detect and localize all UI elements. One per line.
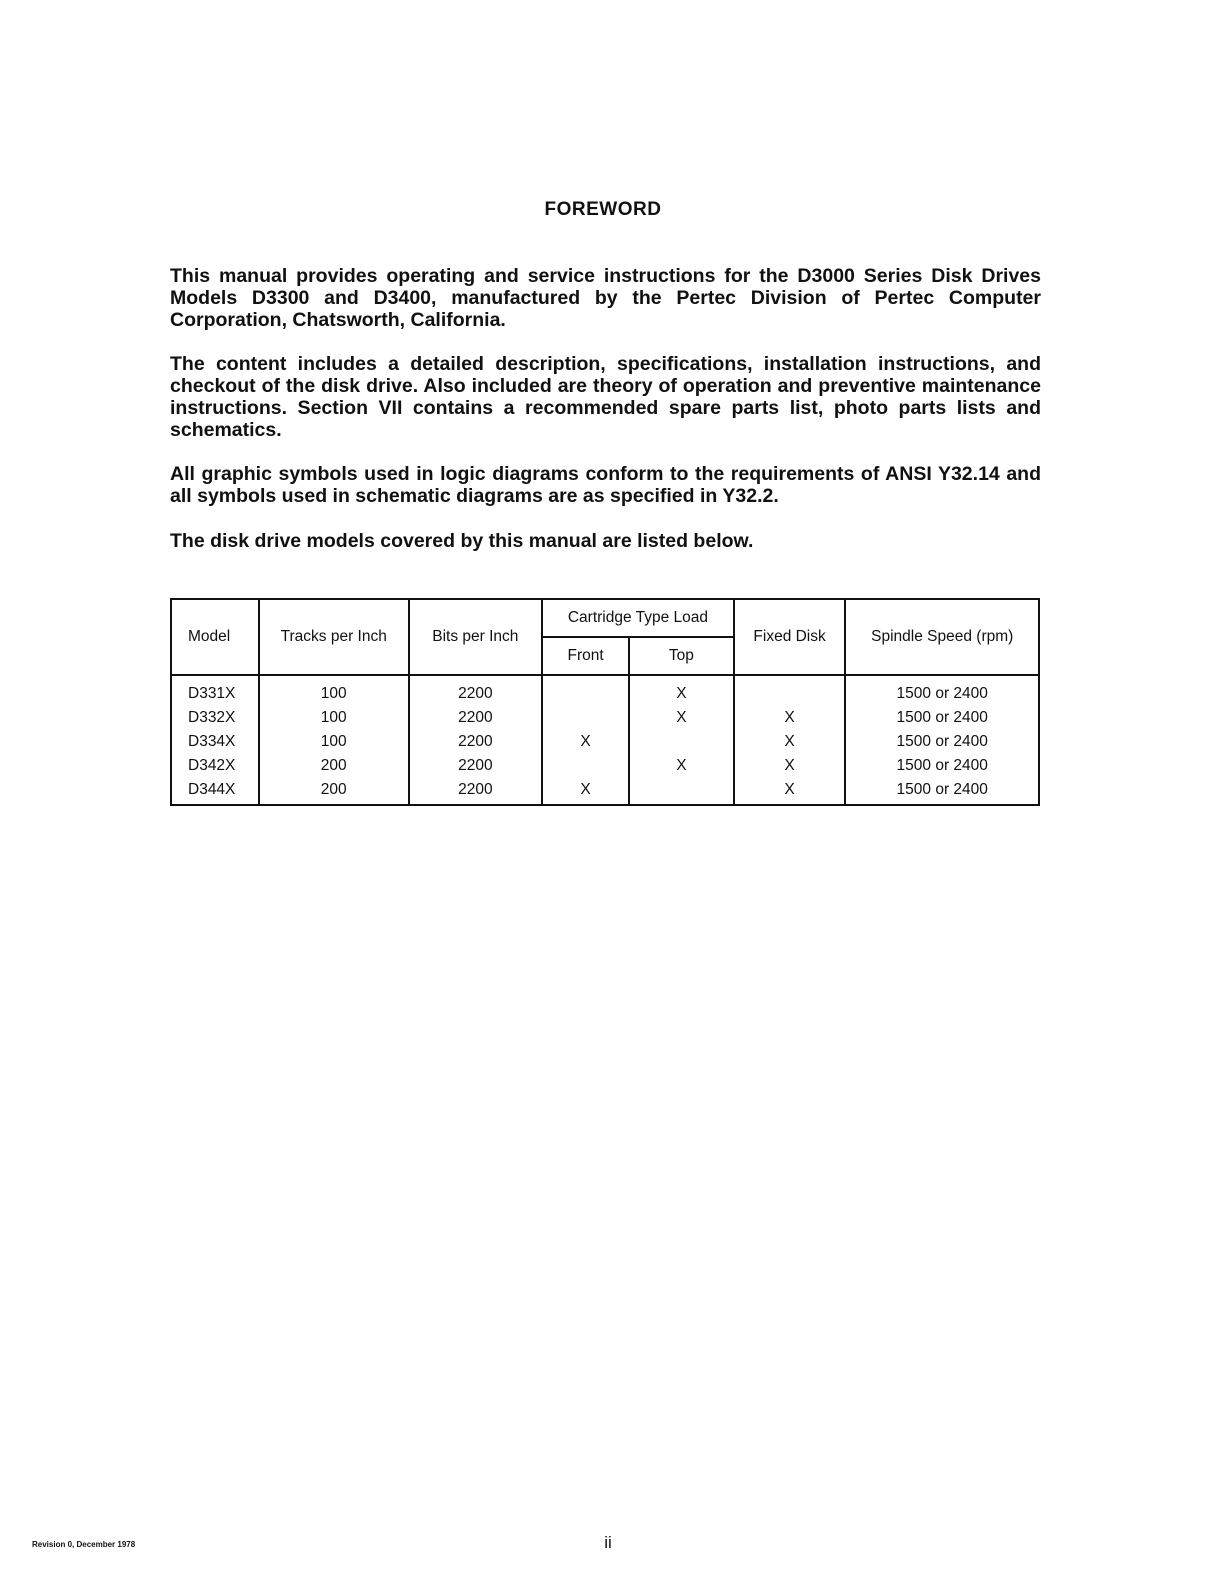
- header-fixed-disk: Fixed Disk: [734, 599, 846, 675]
- cell-tpi: 100: [259, 730, 409, 754]
- cell-spindle: 1500 or 2400: [845, 778, 1039, 805]
- cell-fixed: X: [734, 730, 846, 754]
- cell-top: X: [629, 675, 734, 706]
- header-top: Top: [629, 637, 734, 675]
- table-row: [171, 730, 1039, 754]
- intro-paragraph: This manual provides operating and service instructions for the D3000 Series Disk Drives Models D3300 and D3400, manufactured by the Pertec Division of Pertec Computer Corporation, Chatsworth, California.: [170, 265, 1041, 331]
- table-row: [171, 706, 1039, 730]
- cell-front: [542, 706, 629, 730]
- cell-top: X: [629, 706, 734, 730]
- cell-model: D334X: [171, 730, 259, 754]
- cell-fixed: X: [734, 778, 846, 805]
- table-row: [171, 778, 1039, 805]
- cell-fixed: [734, 675, 846, 706]
- cell-bpi: 2200: [409, 754, 543, 778]
- table-row: [171, 754, 1039, 778]
- header-front: Front: [542, 637, 629, 675]
- content-paragraph: The content includes a detailed description, specifications, installation instructions, and checkout of the disk drive. Also included are theory of operation and preventive maintenance instructions. Section VII contains a recommended spare parts list, photo parts lists and schematics.: [170, 353, 1041, 441]
- cell-model: D331X: [171, 675, 259, 706]
- cell-front: X: [542, 730, 629, 754]
- models-intro-paragraph: The disk drive models covered by this manual are listed below.: [170, 530, 754, 552]
- cell-tpi: 100: [259, 706, 409, 730]
- cell-front: [542, 675, 629, 706]
- cell-bpi: 2200: [409, 675, 543, 706]
- page-title: FOREWORD: [544, 199, 662, 220]
- cell-top: X: [629, 754, 734, 778]
- cell-fixed: X: [734, 706, 846, 730]
- cell-model: D344X: [171, 778, 259, 805]
- cell-spindle: 1500 or 2400: [845, 706, 1039, 730]
- header-spindle-speed: Spindle Speed (rpm): [845, 599, 1039, 675]
- cell-spindle: 1500 or 2400: [845, 730, 1039, 754]
- models-table: [170, 598, 1040, 806]
- cell-front: X: [542, 778, 629, 805]
- cell-bpi: 2200: [409, 778, 543, 805]
- header-cartridge-type-load: Cartridge Type Load: [542, 599, 734, 637]
- header-bits-per-inch: Bits per Inch: [409, 599, 543, 675]
- cell-top: [629, 730, 734, 754]
- cell-bpi: 2200: [409, 730, 543, 754]
- cell-front: [542, 754, 629, 778]
- cell-bpi: 2200: [409, 706, 543, 730]
- cell-tpi: 200: [259, 754, 409, 778]
- header-tracks-per-inch: Tracks per Inch: [259, 599, 409, 675]
- header-model: Model: [171, 599, 259, 675]
- cell-top: [629, 778, 734, 805]
- cell-model: D342X: [171, 754, 259, 778]
- cell-spindle: 1500 or 2400: [845, 675, 1039, 706]
- cell-fixed: X: [734, 754, 846, 778]
- cell-tpi: 100: [259, 675, 409, 706]
- revision-footer: Revision 0, December 1978: [32, 1540, 136, 1549]
- cell-spindle: 1500 or 2400: [845, 754, 1039, 778]
- cell-tpi: 200: [259, 778, 409, 805]
- page-number: ii: [604, 1533, 612, 1552]
- cell-model: D332X: [171, 706, 259, 730]
- table-row: [171, 675, 1039, 706]
- symbols-paragraph: All graphic symbols used in logic diagrams conform to the requirements of ANSI Y32.14 and all symbols used in schematic diagrams are as specified in Y32.2.: [170, 463, 1041, 507]
